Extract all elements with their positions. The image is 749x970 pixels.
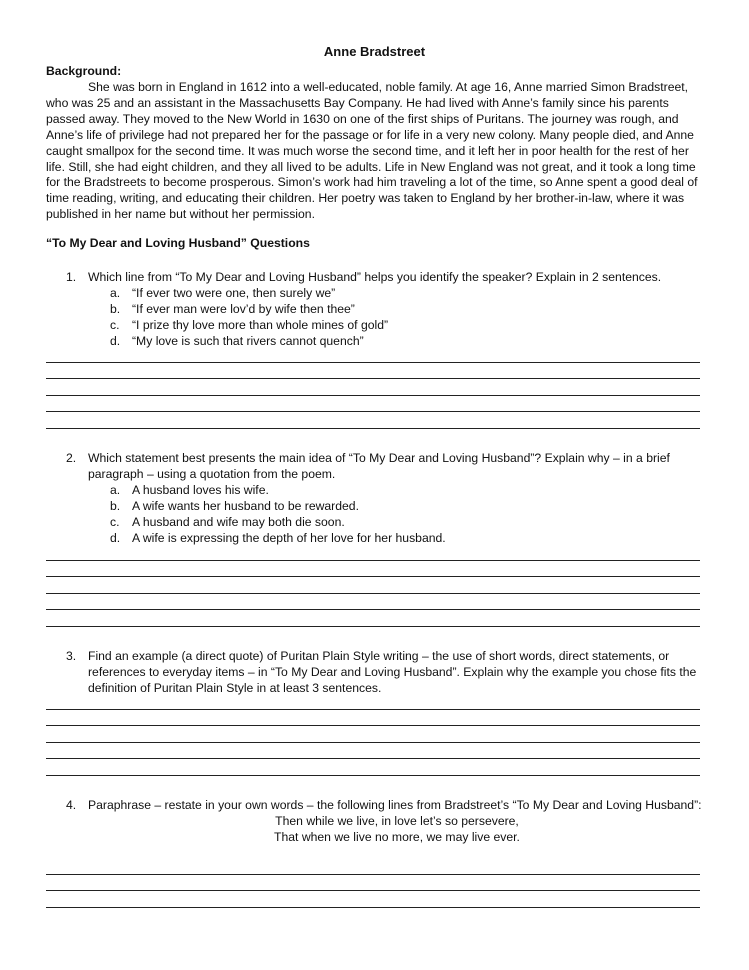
question-text: Which line from “To My Dear and Loving Husband” helps you identify the speaker? Explain in 2 sentences.	[88, 270, 662, 284]
option-letter: a.	[110, 285, 121, 300]
option-letter: d.	[110, 333, 121, 348]
answer-line[interactable]	[46, 710, 700, 727]
question-number: 3.	[66, 649, 77, 663]
answer-lines-4[interactable]	[46, 858, 700, 908]
answer-line[interactable]	[46, 561, 700, 578]
background-heading: Background:	[46, 64, 122, 78]
answer-line[interactable]	[46, 875, 700, 892]
answer-options	[110, 286, 706, 350]
option-text: “If ever two were one, then surely we”	[132, 285, 336, 300]
question-number: 2.	[66, 451, 77, 465]
answer-line[interactable]	[46, 544, 700, 561]
page-title: Anne Bradstreet	[323, 44, 426, 59]
option-a	[110, 483, 706, 499]
option-text: “My love is such that rivers cannot quench”	[132, 333, 364, 348]
answer-line[interactable]	[46, 363, 700, 380]
answer-lines-2[interactable]	[46, 544, 700, 627]
question-1	[66, 270, 706, 350]
option-b	[110, 499, 706, 515]
option-c	[110, 318, 706, 334]
option-c	[110, 515, 706, 531]
answer-options	[110, 483, 706, 547]
answer-line[interactable]	[46, 379, 700, 396]
option-text: “If ever man were lov’d by wife then thee”	[132, 301, 355, 316]
question-number: 4.	[66, 798, 77, 812]
answer-line[interactable]	[46, 858, 700, 875]
answer-lines-3[interactable]	[46, 693, 700, 776]
question-text: Find an example (a direct quote) of Puritan Plain Style writing – the use of short words, direct statements, or references to everyday items – in “To My Dear and Loving Husband”. Explain why the example you chose fits the definition of Puritan Plain Style in at least 3 sentences.	[88, 649, 697, 695]
background-paragraph: She was born in England in 1612 into a well-educated, noble family. At age 16, Anne married Simon Bradstreet, who was 25 and an assistant in the Massachusetts Bay Company. He had lived with Anne’s family since his parents passed away. They moved to the New World in 1630 on one of the first ships of Puritans. The journey was rough, and Anne’s life of privilege had not prepared her for the passage or for life in a very new colony. Many people died, and Anne caught smallpox for the second time. It was much worse the second time, and it left her in poor health for the rest of her life. Still, she had eight children, and they all lived to be adults. Life in New England was not great, and it took a long time for the Bradstreets to become prosperous. Simon’s work had him traveling a lot of the time, so Anne spent a good deal of time reading, writing, and educating their children. Her poetry was taken to England by her brother-in-law, where it was published in her name but without her permission.	[46, 80, 698, 222]
option-letter: a.	[110, 482, 121, 497]
answer-line[interactable]	[46, 743, 700, 760]
question-4	[66, 798, 706, 846]
question-2	[66, 451, 706, 546]
poem-quote-line-2: That when we live no more, we may live ever.	[274, 829, 520, 844]
option-text: A husband loves his wife.	[132, 482, 269, 497]
answer-line[interactable]	[46, 346, 700, 363]
option-letter: b.	[110, 498, 121, 513]
option-b	[110, 302, 706, 318]
option-text: A husband and wife may both die soon.	[132, 514, 345, 529]
option-letter: c.	[110, 514, 120, 529]
option-letter: c.	[110, 317, 120, 332]
option-text: A wife wants her husband to be rewarded.	[132, 498, 359, 513]
answer-line[interactable]	[46, 891, 700, 908]
option-letter: b.	[110, 301, 121, 316]
answer-line[interactable]	[46, 693, 700, 710]
answer-line[interactable]	[46, 610, 700, 627]
option-a	[110, 286, 706, 302]
answer-line[interactable]	[46, 594, 700, 611]
question-text: Which statement best presents the main idea of “To My Dear and Loving Husband”? Explain why – in a brief paragraph – using a quotation from the poem.	[88, 451, 670, 481]
poem-quote-line-1: Then while we live, in love let’s so persevere,	[275, 813, 519, 828]
question-3	[66, 649, 706, 697]
question-text: Paraphrase – restate in your own words – the following lines from Bradstreet’s “To My Dear and Loving Husband”:	[88, 798, 702, 812]
question-number: 1.	[66, 270, 77, 284]
answer-line[interactable]	[46, 577, 700, 594]
option-text: A wife is expressing the depth of her love for her husband.	[132, 530, 446, 545]
answer-line[interactable]	[46, 412, 700, 429]
answer-line[interactable]	[46, 726, 700, 743]
questions-heading: “To My Dear and Loving Husband” Questions	[46, 236, 310, 250]
option-letter: d.	[110, 530, 121, 545]
answer-lines-1[interactable]	[46, 346, 700, 429]
answer-line[interactable]	[46, 759, 700, 776]
option-text: “I prize thy love more than whole mines of gold”	[132, 317, 389, 332]
answer-line[interactable]	[46, 396, 700, 413]
